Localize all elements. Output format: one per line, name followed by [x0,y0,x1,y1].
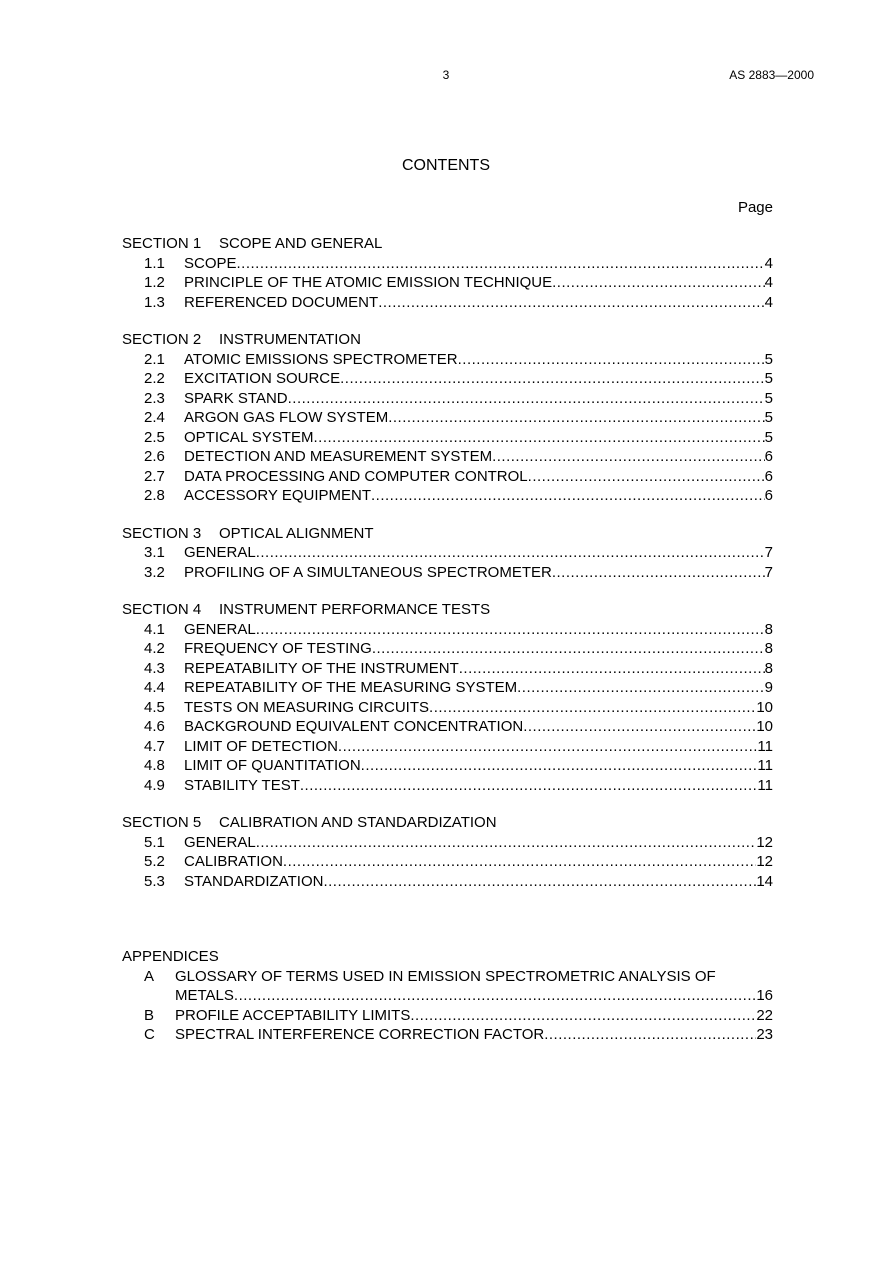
entry-page: 5 [764,389,773,407]
entry-number: 2.5 [144,428,165,446]
entry-number: 4.8 [144,757,165,774]
entry-page: 8 [764,640,773,657]
entry-page: 6 [764,487,773,504]
spacer [122,312,773,330]
spacer [122,506,773,524]
entry-title: GENERAL [184,544,256,561]
entry-page: 6 [764,448,773,465]
entry-page: 14 [756,872,773,890]
section-number: SECTION 3 [122,524,202,542]
entry-number: 4.9 [144,776,165,794]
entry-page: 9 [764,679,773,696]
entry-page: 5 [764,428,773,446]
dot-leader [300,776,758,796]
toc-entry[interactable] [122,833,773,853]
entry-title: CALIBRATION [184,853,283,870]
appendix-title: PROFILE ACCEPTABILITY LIMITS [175,1006,411,1024]
entry-page: 4 [764,254,773,272]
toc-entry[interactable] [122,467,773,487]
entry-page: 4 [764,274,773,291]
dot-leader [528,467,765,487]
appendix-entry[interactable] [122,986,773,1006]
entry-page: 7 [764,544,773,561]
entry-page: 5 [764,350,773,368]
entry-number: 4.3 [144,659,165,677]
section-title: CALIBRATION AND STANDARDIZATION [219,814,497,831]
entry-page: 10 [756,698,773,716]
toc-entry[interactable] [122,659,773,679]
dot-leader [371,486,765,506]
entry-number: 2.8 [144,487,165,504]
dot-leader [517,678,765,698]
entry-title: STABILITY TEST [184,776,300,794]
toc-entry[interactable] [122,776,773,796]
entry-title: SCOPE [184,254,237,272]
entry-title: DETECTION AND MEASUREMENT SYSTEM [184,448,493,465]
page-column-label: Page [737,199,773,216]
appendix-letter: B [144,1006,155,1024]
header-standard-number: AS 2883—2000 [729,68,814,82]
dot-leader [256,543,765,563]
toc-entry[interactable] [122,408,773,428]
appendix-letter: C [144,1026,155,1043]
entry-number: 1.1 [144,254,165,272]
dot-leader [256,620,765,640]
entry-page: 8 [764,659,773,677]
dot-leader [458,350,765,370]
dot-leader [256,833,757,853]
toc-entry[interactable] [122,852,773,872]
entry-page: 4 [764,293,773,311]
toc-entry[interactable] [122,350,773,370]
entry-number: 2.1 [144,350,165,368]
entry-title: BACKGROUND EQUIVALENT CONCENTRATION [184,718,524,735]
entry-page: 11 [757,737,773,755]
toc-entry[interactable] [122,543,773,563]
dot-leader [372,639,765,659]
entry-page: 5 [764,370,773,387]
toc-entry[interactable] [122,737,773,757]
entry-number: 2.2 [144,370,165,387]
entry-page: 5 [764,409,773,426]
toc-entry[interactable] [122,369,773,389]
toc-entry[interactable] [122,273,773,293]
header-page-number: 3 [442,68,450,82]
entry-number: 4.7 [144,737,165,755]
entry-title: PRINCIPLE OF THE ATOMIC EMISSION TECHNIQUE [184,274,553,291]
section-heading [122,524,773,544]
entry-number: 2.7 [144,467,165,485]
contents-title: CONTENTS [402,157,490,174]
dot-leader [338,737,758,757]
dot-leader [340,369,765,389]
dot-leader [237,254,765,274]
entry-page: 11 [757,757,773,774]
entry-number: 2.3 [144,389,165,407]
entry-title: GENERAL [184,833,256,851]
spacer [122,582,773,600]
section-number: SECTION 2 [122,331,202,348]
appendix-letter: A [144,967,155,985]
entry-number: 2.4 [144,409,165,426]
entry-number: 4.2 [144,640,165,657]
toc-entry[interactable] [122,486,773,506]
dot-leader [410,1006,756,1026]
entry-page: 12 [756,833,773,851]
dot-leader [288,389,765,409]
dot-leader [544,1025,756,1045]
entry-page: 7 [764,563,773,581]
section-title: OPTICAL ALIGNMENT [219,524,374,542]
toc-entry[interactable] [122,563,773,583]
toc-entry[interactable] [122,678,773,698]
section-number: SECTION 5 [122,814,202,831]
dot-leader [283,852,756,872]
toc-entry[interactable] [122,428,773,448]
entry-number: 5.2 [144,853,165,870]
appendix-title: METALS [175,987,234,1004]
toc-entry[interactable] [122,620,773,640]
toc-entry[interactable] [122,254,773,274]
entry-title: EXCITATION SOURCE [184,370,341,387]
entry-title: STANDARDIZATION [184,872,324,890]
entry-title: SPARK STAND [184,389,288,407]
toc-entry[interactable] [122,698,773,718]
entry-page: 12 [756,853,773,870]
entry-title: ARGON GAS FLOW SYSTEM [184,409,389,426]
spacer [122,891,773,947]
entry-title: FREQUENCY OF TESTING [184,640,372,657]
dot-leader [459,659,765,679]
appendix-page: 16 [756,987,773,1004]
dot-leader [323,872,756,892]
entry-title: LIMIT OF DETECTION [184,737,338,755]
toc-entry[interactable] [122,447,773,467]
dot-leader [429,698,756,718]
appendix-entry[interactable] [122,1025,773,1045]
section-title: SCOPE AND GENERAL [219,235,383,252]
entry-number: 4.6 [144,718,165,735]
entry-page: 8 [764,620,773,638]
section-title: INSTRUMENT PERFORMANCE TESTS [219,601,491,618]
toc-entry[interactable] [122,756,773,776]
entry-title: ATOMIC EMISSIONS SPECTROMETER [184,350,458,368]
entry-number: 4.4 [144,679,165,696]
entry-title: GENERAL [184,620,256,638]
entry-number: 5.1 [144,833,165,851]
dot-leader [552,273,765,293]
dot-leader [492,447,765,467]
section-number: SECTION 1 [122,235,202,252]
entry-title: PROFILING OF A SIMULTANEOUS SPECTROMETER [184,563,552,581]
appendix-entry-first-line[interactable] [122,967,773,987]
appendix-entry[interactable] [122,1006,773,1026]
dot-leader [552,563,765,583]
section-heading [122,813,773,833]
entry-title: REPEATABILITY OF THE INSTRUMENT [184,659,459,677]
appendices-heading: APPENDICES [122,948,219,965]
toc-entry[interactable] [122,872,773,892]
section-heading [122,234,773,254]
section-heading [122,600,773,620]
section-title: INSTRUMENTATION [219,331,361,348]
spacer [122,795,773,813]
entry-title: REFERENCED DOCUMENT [184,293,379,311]
dot-leader [234,986,756,1006]
entry-number: 2.6 [144,448,165,465]
entry-page: 11 [757,776,773,794]
entry-title: ACCESSORY EQUIPMENT [184,487,371,504]
dot-leader [361,756,758,776]
entry-title: LIMIT OF QUANTITATION [184,757,361,774]
entry-title: OPTICAL SYSTEM [184,428,314,446]
entry-number: 1.2 [144,274,165,291]
entry-number: 3.2 [144,563,165,581]
entry-number: 5.3 [144,872,165,890]
dot-leader [313,428,764,448]
entry-number: 1.3 [144,293,165,311]
entry-number: 4.1 [144,620,165,638]
toc-entry[interactable] [122,717,773,737]
dot-leader [388,408,764,428]
appendix-page: 22 [756,1006,773,1024]
section-number: SECTION 4 [122,601,202,618]
toc-entry[interactable] [122,639,773,659]
entry-title: TESTS ON MEASURING CIRCUITS [184,698,430,716]
toc-entry[interactable] [122,389,773,409]
appendix-page: 23 [756,1026,773,1043]
toc-entry[interactable] [122,293,773,313]
entry-title: REPEATABILITY OF THE MEASURING SYSTEM [184,679,518,696]
table-of-contents [122,234,773,1045]
entry-title: DATA PROCESSING AND COMPUTER CONTROL [184,467,528,485]
entry-number: 3.1 [144,544,165,561]
dot-leader [378,293,764,313]
section-heading [122,330,773,350]
entry-page: 6 [764,467,773,485]
appendix-title-line1: GLOSSARY OF TERMS USED IN EMISSION SPECTROMETRIC ANALYSIS OF [175,967,716,985]
appendix-title: SPECTRAL INTERFERENCE CORRECTION FACTOR [175,1026,545,1043]
entry-page: 10 [756,718,773,735]
dot-leader [523,717,756,737]
entry-number: 4.5 [144,698,165,716]
